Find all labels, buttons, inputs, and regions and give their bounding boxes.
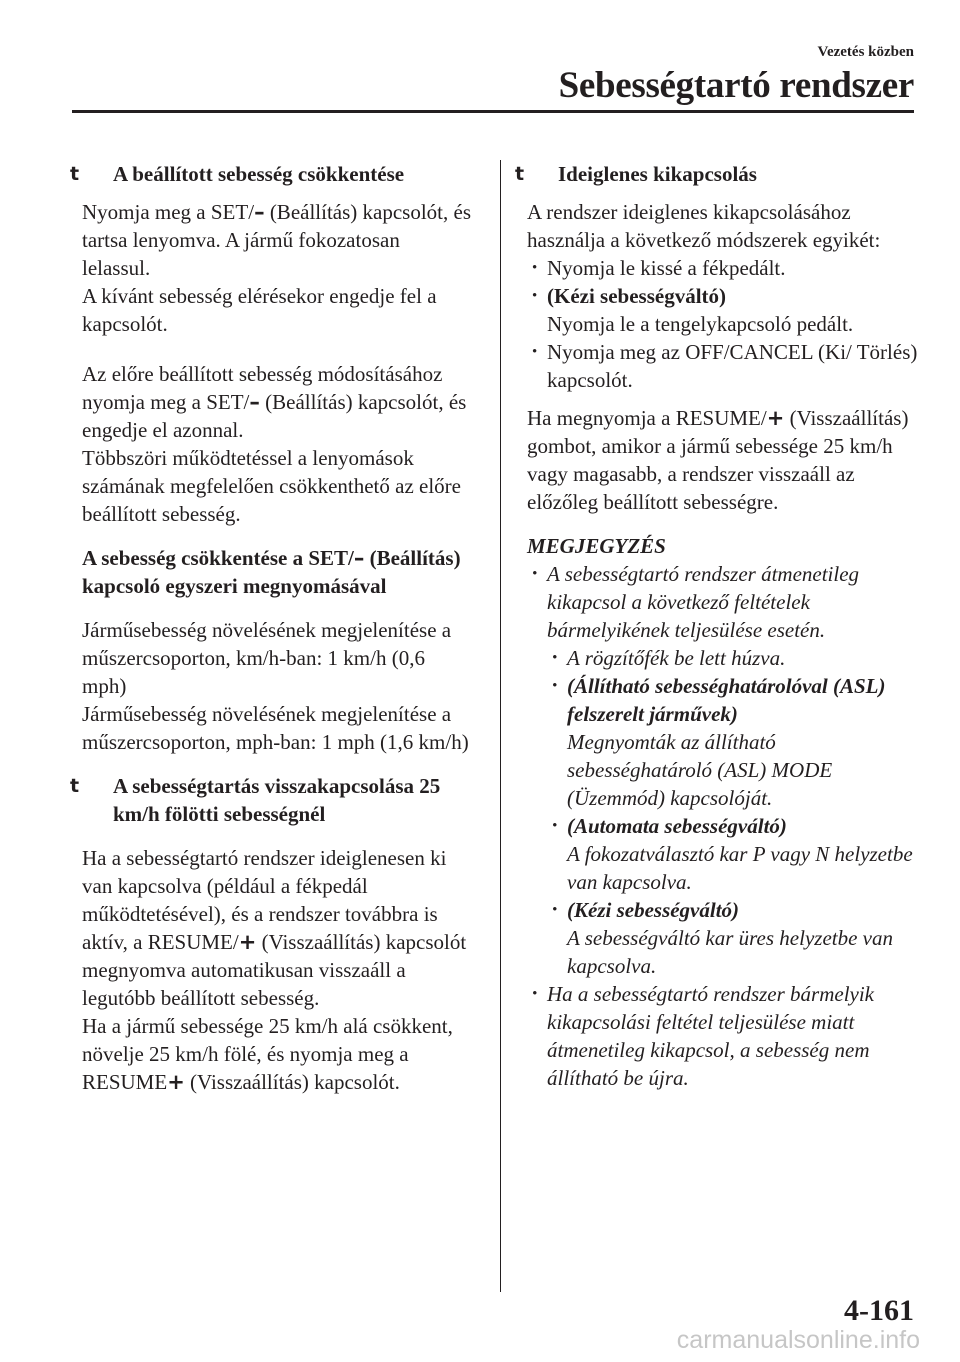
section-marker-icon: t xyxy=(70,775,80,797)
plus-icon: + xyxy=(238,930,257,954)
left-column xyxy=(70,160,472,1096)
bullet-icon: • xyxy=(552,650,558,666)
list-item: • Nyomja meg az OFF/CANCEL (Ki/ Törlés) kapcsolót. xyxy=(532,340,918,392)
heading-resume-speed xyxy=(70,772,472,828)
bullet-icon: • xyxy=(532,260,538,276)
note-list xyxy=(527,560,922,1092)
paragraph: Ha a jármű sebessége 25 km/h alá csökkent, növelje 25 km/h fölé, és nyomja meg a RESUME+ (Visszaállítás) kapcsolót. xyxy=(82,1014,453,1094)
section-marker-icon: t xyxy=(70,163,80,185)
heading-speed-decrease xyxy=(70,160,472,188)
paragraph: A rendszer ideiglenes kikapcsolásához használja a következő módszerek egyikét: xyxy=(527,200,881,252)
subheading: A sebesség csökkentése a SET/– (Beállítás) kapcsoló egyszeri megnyomásával xyxy=(82,546,461,598)
section-marker-icon: t xyxy=(515,163,525,185)
section-label: Vezetés közben xyxy=(817,44,914,60)
paragraph: Nyomja meg a SET/– (Beállítás) kapcsolót, és tartsa lenyomva. A jármű fokozatosan lelassul. A kívánt sebesség elérésekor engedje fel a kapcsolót. xyxy=(82,200,472,336)
list-item: • A rögzítőfék be lett húzva. xyxy=(552,646,786,670)
list-item: • (Állítható sebességhatárolóval (ASL) felszerelt járművek) Megnyomták az állítható sebességhatároló (ASL) MODE (Üzemmód) kapcsolóját. xyxy=(552,674,886,810)
minus-icon: – xyxy=(249,390,260,414)
paragraph: Az előre beállított sebesség módosításához nyomja meg a SET/– (Beállítás) kapcsolót, és engedje el azonnal. Többszöri működtetéssel a lenyomások számának megfelelően csökkenthető az előre beállított sebesség. xyxy=(82,362,467,526)
bullet-icon: • xyxy=(552,678,558,694)
heading-temporary-off xyxy=(515,160,922,188)
heading-text: Ideiglenes kikapcsolás xyxy=(558,162,757,186)
method-list xyxy=(527,254,922,394)
column-divider xyxy=(500,160,501,1292)
paragraph: Ha megnyomja a RESUME/+ (Visszaállítás) gombot, amikor a jármű sebessége 25 km/h vagy magasabb, a rendszer visszaáll az előzőleg beállított sebességre. xyxy=(527,406,909,514)
bullet-icon: • xyxy=(552,902,558,918)
list-item: • Ha a sebességtartó rendszer bármelyik kikapcsolási feltétel teljesülése miatt átmenetileg kikapcsol, a sebesség nem állítható be újra. xyxy=(532,982,875,1090)
list-item: • (Automata sebességváltó) A fokozatválasztó kar P vagy N helyzetbe van kapcsolva. xyxy=(552,814,913,894)
page-number: 4-161 xyxy=(844,1294,914,1327)
header-rule xyxy=(72,110,914,113)
list-item: • (Kézi sebességváltó) Nyomja le a tengelykapcsoló pedált. xyxy=(532,284,854,336)
list-item: • Nyomja le kissé a fékpedált. xyxy=(532,256,786,280)
watermark: carmanualsonline.info xyxy=(676,1326,920,1354)
note-sublist xyxy=(547,644,922,980)
page-title: Sebességtartó rendszer xyxy=(558,65,914,106)
minus-icon: – xyxy=(254,200,265,224)
paragraph: Járműsebesség növelésének megjelenítése a műszercsoporton, km/h-ban: 1 km/h (0,6 mph) xyxy=(82,618,452,698)
paragraph: Járműsebesség növelésének megjelenítése a műszercsoporton, mph-ban: 1 mph (1,6 km/h) xyxy=(82,702,469,754)
heading-text: A sebességtartás visszakapcsolása 25 km/h fölötti sebességnél xyxy=(113,774,441,826)
heading-text: A beállított sebesség csökkentése xyxy=(113,162,405,186)
plus-icon: + xyxy=(766,406,785,430)
minus-icon: – xyxy=(353,546,365,570)
bullet-icon: • xyxy=(532,288,538,304)
paragraph: Ha a sebességtartó rendszer ideiglenesen ki van kapcsolva (például a fékpedál működtetésével), és a rendszer továbbra is aktív, a RESUME/+ (Visszaállítás) kapcsolót megnyomva automatikusan visszaáll a legutóbb beállított sebesség. xyxy=(82,846,467,1010)
list-item: • (Kézi sebességváltó) A sebességváltó kar üres helyzetbe van kapcsolva. xyxy=(552,898,893,978)
plus-icon: + xyxy=(167,1070,185,1094)
right-column xyxy=(515,160,922,1092)
bullet-icon: • xyxy=(532,566,538,582)
bullet-icon: • xyxy=(552,818,558,834)
note-title: MEGJEGYZÉS xyxy=(527,534,666,558)
bullet-icon: • xyxy=(532,344,538,360)
list-item: • A sebességtartó rendszer átmenetileg kikapcsol a következő feltételek bármelyikének teljesülése esetén. • A rögzítőfék be lett húzva. • (Állítható sebességhatárolóval (ASL) felszerelt járművek) Megnyomták az állítható sebességhatároló (ASL) MODE (Üzemmód) kapcsolóját. • (Automata sebességváltó) A fokozatválasztó kar P vagy N helyzetbe van kapcsolva. • (Kézi sebességváltó) A sebességváltó kar üres helyzetbe van kapcsolva. xyxy=(527,560,922,980)
bullet-icon: • xyxy=(532,986,538,1002)
